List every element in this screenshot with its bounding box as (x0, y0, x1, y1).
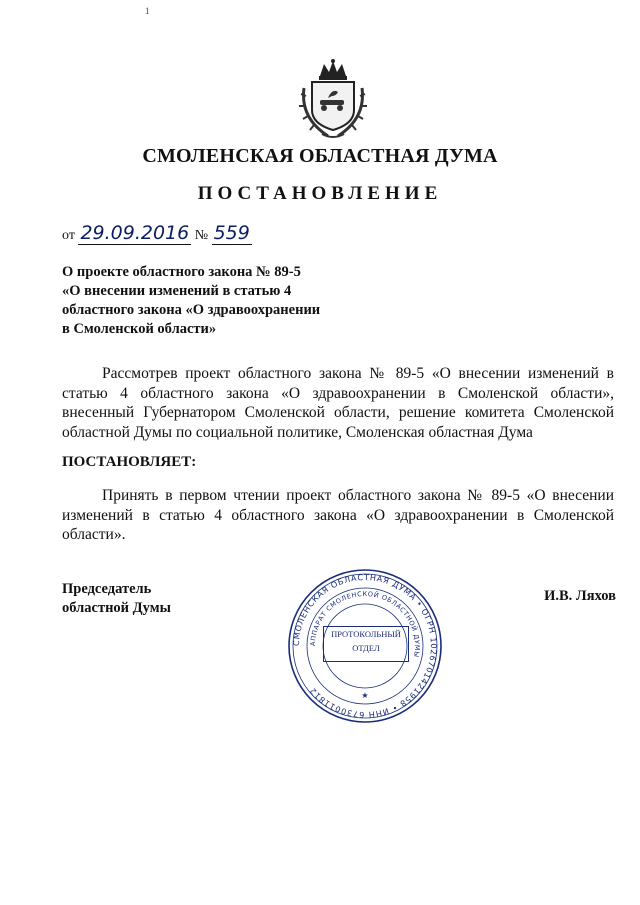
subject-line: областного закона «О здравоохранении (62, 302, 321, 318)
date-line (62, 222, 252, 245)
subject-line: «О внесении изменений в статью 4 (62, 283, 292, 299)
number-label: № (194, 228, 209, 243)
signatory-name: И.В. Ляхов (544, 588, 616, 604)
signatory-title-line: областной Думы (62, 600, 171, 616)
seal-inner-text: АППАРАТ СМОЛЕНСКОЙ ОБЛАСТНОЙ ДУМЫ (308, 589, 422, 659)
date-prefix: от (62, 228, 75, 243)
smolensk-coat-of-arms-icon (298, 58, 368, 140)
seal-label-line: ОТДЕЛ (352, 643, 380, 653)
handwritten-number: 559 (213, 222, 250, 244)
document-type: ПОСТАНОВЛЕНИЕ (197, 183, 443, 204)
document-subject (62, 263, 422, 339)
organization-title: СМОЛЕНСКАЯ ОБЛАСТНАЯ ДУМА (142, 145, 498, 167)
subject-line: О проекте областного закона № 89-5 (62, 264, 301, 280)
seal-department-label (323, 626, 409, 662)
preamble-paragraph: Рассмотрев проект областного закона № 89-5 «О внесении изменений в статью 4 областного закона «О здравоохранении в Смоленской области», внесенный Губернатором Смоленской области, решение комитета Смоленской областной Думы по социальной политике, Смоленская областная Дума (62, 365, 614, 441)
subject-line: в Смоленской области» (62, 321, 217, 337)
seal-label-line: ПРОТОКОЛЬНЫЙ (331, 629, 401, 639)
page-mark: 1 (145, 6, 150, 16)
resolution-paragraph: Принять в первом чтении проект областного закона № 89-5 «О внесении изменений в статью 4 областного закона «О здравоохранении в Смоленской области». (62, 487, 614, 543)
signatory-title-line: Председатель (62, 581, 152, 597)
svg-text:★: ★ (361, 691, 369, 700)
signatory-title (62, 580, 171, 618)
resolves-heading: ПОСТАНОВЛЯЕТ: (62, 454, 197, 470)
seal-outer-text: СМОЛЕНСКАЯ ОБЛАСТНАЯ ДУМА • ОГРН 1026701421958 • ИНН 6730011812 (291, 572, 439, 720)
handwritten-date: 29.09.2016 (80, 222, 190, 244)
